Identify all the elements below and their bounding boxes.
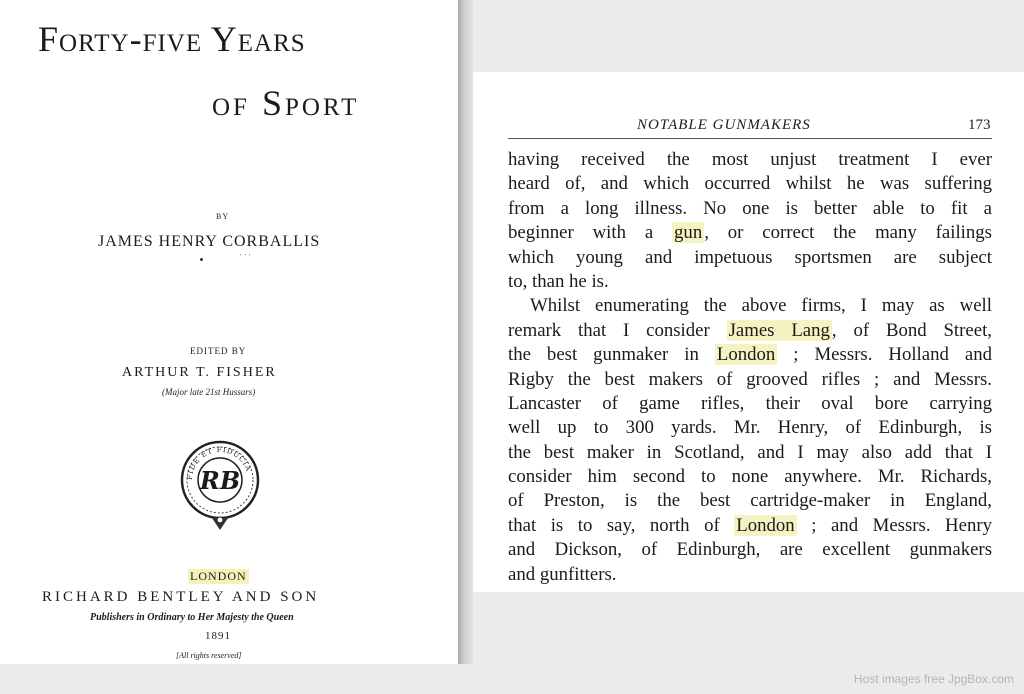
text-line [508,441,992,465]
text-line [508,514,992,538]
text-fragment: from a long illness. No one is better able to fit a [508,197,992,219]
rights-notice: [All rights reserved] [176,651,242,660]
text-fragment: ; Messrs. Holland and [777,344,992,366]
text-fragment: Whilst enumerating the above firms, I may as well [530,295,992,317]
seal-motto: FIDE ET FIDUCIA [185,445,253,481]
text-fragment: Rigby the best makers of grooved rifles ; and Messrs. [508,368,992,390]
text-page [473,72,1024,592]
text-line [508,538,992,562]
text-fragment: ; and Messrs. Henry [796,514,992,536]
text-fragment: having received the most unjust treatment I ever [508,149,992,170]
author-name: JAMES HENRY CORBALLIS [98,233,321,250]
highlighted-term: London [716,344,776,366]
highlighted-term: London [736,514,795,536]
book-spine [458,0,473,664]
editor-name: ARTHUR T. FISHER [122,365,277,380]
text-fragment: well up to 300 yards. Mr. Henry, of Edinburgh, is [508,417,992,439]
publisher-subtitle: Publishers in Ordinary to Her Majesty the Queen [90,612,294,623]
text-fragment: consider him second to none anywhere. Mr. Richards, [508,466,992,488]
text-fragment: , or correct the many failings [704,222,992,244]
editor-rank: (Major late 21st Hussars) [162,387,256,397]
publisher-seal-icon [178,436,262,534]
text-line [508,465,992,489]
text-fragment: heard of, and which occurred whilst he was suffering [508,173,992,195]
book-title-line2: of Sport [212,83,360,123]
text-line [508,221,992,245]
text-fragment: to, than he is. [508,270,609,292]
text-fragment: and gunfitters. [508,563,617,585]
text-line [508,368,992,392]
text-line [508,270,992,294]
text-line [508,197,992,221]
title-page [0,0,458,664]
text-line [508,392,992,416]
header-rule [508,138,992,139]
text-line [508,294,992,318]
text-fragment: which young and impetuous sportsmen are subject [508,246,992,268]
imprint-city: LONDON [190,569,247,583]
text-fragment: Lancaster of game rifles, their oval bore carrying [508,392,992,414]
footer-credit: Host images free JpgBox.com [853,672,1014,686]
text-line [508,416,992,440]
publication-year: 1891 [205,630,231,642]
text-fragment: of Preston, is the best cartridge-maker in England, [508,490,992,512]
text-fragment: the best maker in Scotland, and I may also add that I [508,441,992,463]
seal-monogram: RB [199,466,241,495]
text-line [508,172,992,196]
text-fragment: that is to say, north of [508,514,735,536]
text-line [508,246,992,270]
author-mark: ' ' ' [240,254,252,260]
body-text [508,148,992,587]
text-line [508,343,992,367]
text-line [508,148,992,172]
running-head: NOTABLE GUNMAKERS [637,117,811,133]
page-number: 173 [968,117,991,133]
text-line [508,489,992,513]
book-title-line1: Forty-five Years [38,19,306,59]
ornament-dot [200,258,203,261]
text-line [508,319,992,343]
edited-by-label: EDITED BY [190,346,247,356]
highlighted-term: James Lang [728,319,830,341]
text-line [508,563,992,587]
text-fragment: the best gunmaker in [508,344,715,366]
text-fragment: and Dickson, of Edinburgh, are excellent gunmakers [508,539,992,561]
by-label: BY [216,212,230,221]
text-fragment: remark that I consider [508,319,727,341]
highlighted-term: gun [674,222,703,244]
publisher-name: RICHARD BENTLEY AND SON [42,589,320,605]
text-fragment: , of Bond Street, [831,319,992,341]
text-fragment: beginner with a [508,222,673,244]
